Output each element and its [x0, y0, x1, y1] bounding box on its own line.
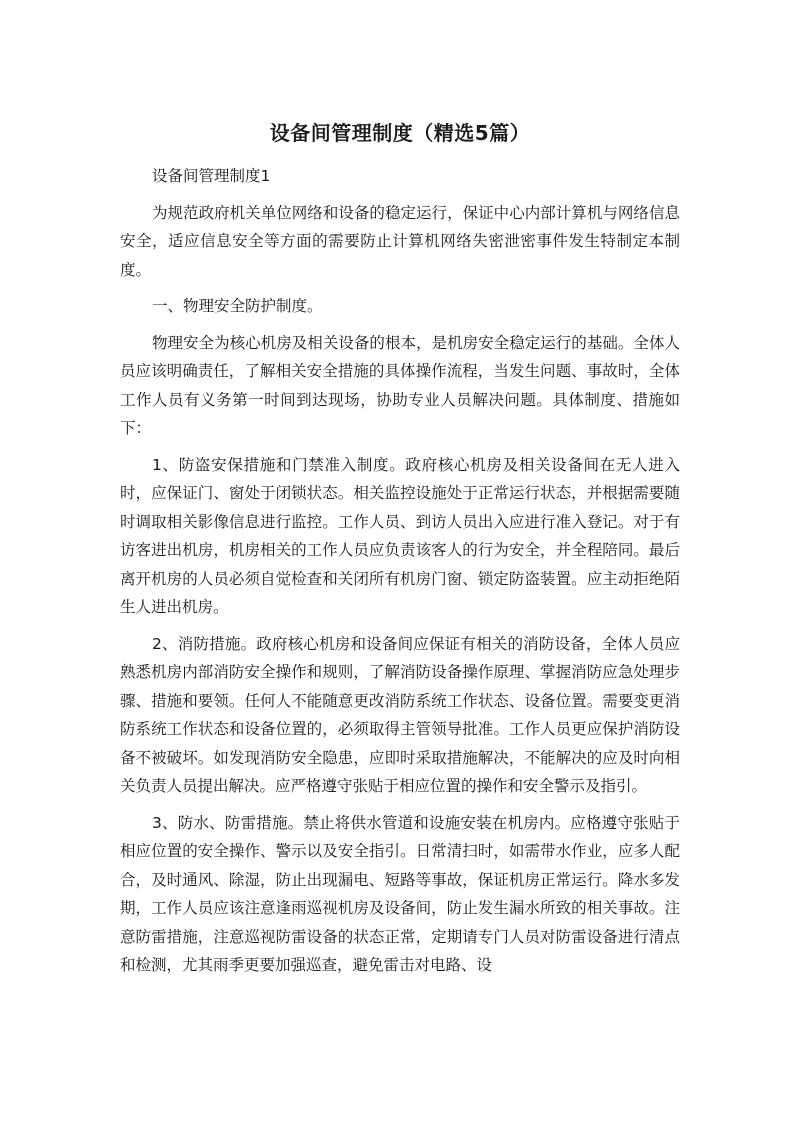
document-body: [120, 118, 680, 988]
paragraph-intro: 为规范政府机关单位网络和设备的稳定运行，保证中心内部计算机与网络信息安全，适应信息安全等方面的需要防止计算机网络失密泄密事件发生特制定本制度。: [120, 203, 680, 279]
section-heading-physical-security: 一、物理安全防护制度。: [152, 297, 323, 315]
paragraph-fire-protection: 2、消防措施。政府核心机房和设备间应保证有相关的消防设备，全体人员应熟悉机房内部消防安全操作和规则，了解消防设备操作原理、掌握消防应急处理步骤、措施和要领。任何人不能随意更改消防系统工作状态、设备位置。需要变更消防系统工作状态和设备位置的，必须取得主管领导批准。工作人员更应保护消防设备不被破坏。如发现消防安全隐患，应即时采取措施解决，不能解决的应及时向相关负责人员提出解决。应严格遵守张贴于相应位置的操作和安全警示及指引。: [120, 634, 680, 795]
section-heading: 设备间管理制度1: [152, 167, 271, 185]
document-title: 设备间管理制度（精选5篇）: [269, 121, 531, 145]
paragraph-anti-theft: 1、防盗安保措施和门禁准入制度。政府核心机房及相关设备间在无人进入时，应保证门、窗处于闭锁状态。相关监控设施处于正常运行状态，并根据需要随时调取相关影像信息进行监控。工作人员、到访人员出入应进行准入登记。对于有访客进出机房，机房相关的工作人员应负责该客人的行为安全，并全程陪同。最后离开机房的人员必须自觉检查和关闭所有机房门窗、锁定防盗装置。应主动拒绝陌生人进出机房。: [120, 455, 680, 616]
paragraph-physical-security: 物理安全为核心机房及相关设备的根本，是机房安全稳定运行的基础。全体人员应该明确责任，了解相关安全措施的具体操作流程，当发生问题、事故时，全体工作人员有义务第一时间到达现场，协助专业人员解决问题。具体制度、措施如下：: [120, 333, 680, 437]
paragraph-water-lightning: 3、防水、防雷措施。禁止将供水管道和设施安装在机房内。应格遵守张贴于相应位置的安全操作、警示以及安全指引。日常清扫时，如需带水作业，应多人配合，及时通风、除湿，防止出现漏电、短路等事故，保证机房正常运行。降水多发期，工作人员应该注意逢雨巡视机房及设备间，防止发生漏水所致的相关事故。注意防雷措施，注意巡视防雷设备的状态正常，定期请专门人员对防雷设备进行清点和检测，尤其雨季更要加强巡查，避免雷击对电路、设: [120, 813, 680, 974]
